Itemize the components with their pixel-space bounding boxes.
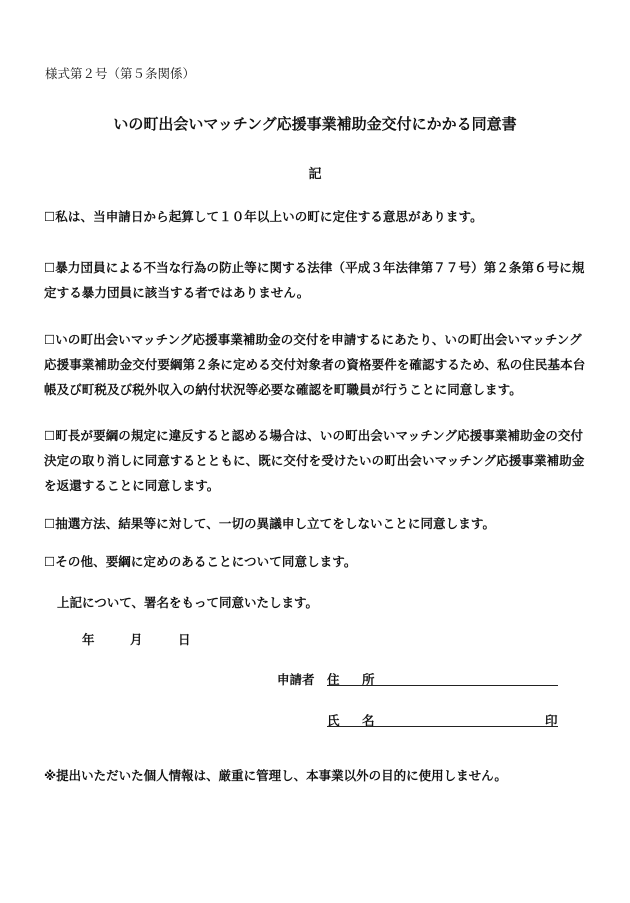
name-field-line[interactable] xyxy=(327,726,558,727)
privacy-note: ※提出いただいた個人情報は、厳重に管理し、本事業以外の目的に使用しません。 xyxy=(44,768,507,783)
section-heading-ki: 記 xyxy=(308,167,322,182)
clause-residency: ☐私は、当申請日から起算して１０年以上いの町に定住する意思があります。 xyxy=(44,209,483,224)
seal-mark: 印 xyxy=(545,713,558,728)
clause-verification: ☐いの町出会いマッチング応援事業補助金の交付を申請するにあたり、いの町出会いマッチング応援事業補助金交付要綱第２条に定める交付対象者の資格要件を確認するため、私の住民基本台帳及び町税及び税外収入の納付状況等必要な確認を町職員が行うことに同意します。 xyxy=(44,332,586,397)
clause-other: ☐その他、要綱に定めのあることについて同意します。 xyxy=(44,554,357,569)
date-day-label: 日 xyxy=(178,632,191,647)
date-month-label: 月 xyxy=(130,632,143,647)
address-label-part2: 所 xyxy=(362,672,375,687)
address-field-line[interactable] xyxy=(327,685,558,686)
clause-antisocial: ☐暴力団員による不当な行為の防止等に関する法律（平成３年法律第７７号）第２条第６号に規定する暴力団員に該当する者ではありません。 xyxy=(44,260,585,300)
form-number: 様式第２号（第５条関係） xyxy=(45,66,196,81)
applicant-label: 申請者 xyxy=(277,672,315,687)
date-year-label: 年 xyxy=(82,632,95,647)
agreement-statement: 上記について、署名をもって同意いたします。 xyxy=(57,595,319,610)
address-label-part1: 住 xyxy=(327,672,340,687)
name-label-part1: 氏 xyxy=(327,713,340,728)
document-title: いの町出会いマッチング応援事業補助金交付にかかる同意書 xyxy=(113,115,517,133)
name-label-part2: 名 xyxy=(362,713,375,728)
clause-revocation: ☐町長が要綱の規定に違反すると認める場合は、いの町出会いマッチング応援事業補助金の交付決定の取り消しに同意するとともに、既に交付を受けたいの町出会いマッチング応援事業補助金を返還することに同意します。 xyxy=(44,428,585,493)
clause-lottery: ☐抽選方法、結果等に対して、一切の異議申し立てをしないことに同意します。 xyxy=(44,516,496,531)
